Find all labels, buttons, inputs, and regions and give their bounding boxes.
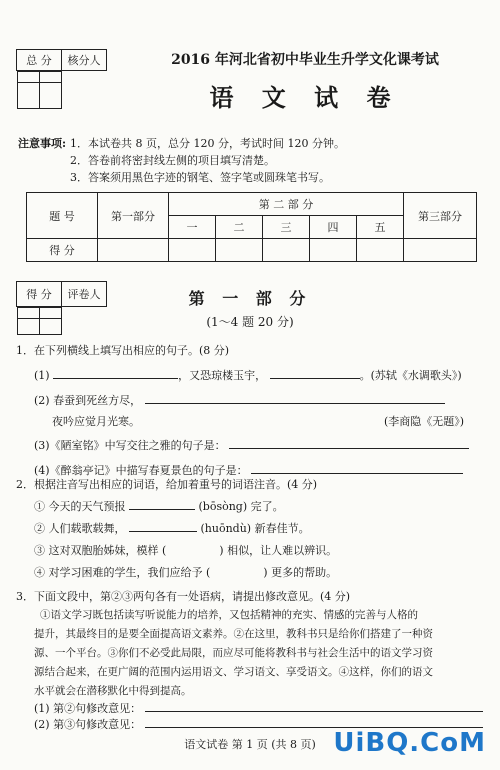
q2-sub1	[34, 498, 284, 514]
q2-sub3	[34, 542, 337, 558]
answer-blank[interactable]	[145, 700, 483, 712]
q3-stem: 3．下面文段中，第②③两句各有一处语病，请提出修改意见。(4 分)	[16, 590, 351, 603]
answer-blank[interactable]	[251, 462, 463, 474]
q1-sub2-text: (2) 春蚕到死丝方尽，	[34, 394, 142, 407]
q1-sub1-mid: ，又恐琼楼玉宇，	[178, 369, 267, 382]
score-cell[interactable]	[263, 239, 310, 262]
part2-header: 第 二 部 分	[169, 193, 404, 216]
q2-sub3-post: ) 相似，让人难以辨识。	[219, 544, 338, 557]
part1-header: 第一部分	[98, 193, 169, 239]
total-score-box	[16, 49, 107, 86]
question-3	[16, 588, 486, 701]
q2-sub4-pre: ④ 对学习困难的学生，我们应给予 (	[34, 566, 211, 579]
part1-title: 第 一 部 分	[188, 289, 312, 308]
q1-sub2-source: (李商隐《无题》)	[384, 415, 465, 428]
part2-col: 五	[357, 216, 404, 239]
checker-label: 核分人	[62, 50, 107, 71]
score-cell[interactable]	[169, 239, 216, 262]
answer-blank[interactable]	[270, 367, 360, 379]
notes-lead: 注意事项:	[18, 137, 67, 150]
q3-sub1	[34, 700, 483, 716]
passage-line: 提升，其最终目的是要全面提高语文素养。②在这里，教科书只是给你们搭建了一种资	[34, 628, 433, 640]
exam-notes	[18, 135, 488, 186]
q1-sub3	[34, 437, 469, 453]
passage-line: 源结合起来，在更广阔的范围内运用语文、学习语文、享受语文。④这样，你们的语文	[34, 666, 433, 678]
checker-cell[interactable]	[39, 72, 61, 109]
topic-label: 题 号	[27, 193, 98, 239]
note-item: 1．本试卷共 8 页，总分 120 分，考试时间 120 分钟。	[70, 137, 345, 150]
q1-sub2	[34, 392, 445, 408]
score-cell[interactable]	[404, 239, 477, 262]
page-footer: 语文试卷 第 1 页 (共 8 页)	[184, 738, 316, 751]
q1-stem: 1．在下列横线上填写出相应的句子。(8 分)	[16, 344, 230, 357]
score-cell[interactable]	[98, 239, 169, 262]
q1-sub1	[34, 367, 462, 383]
watermark-logo: UiBQ.CoM	[333, 728, 486, 758]
score-table	[26, 192, 477, 262]
grader-box	[16, 281, 107, 322]
exam-title: 2016 年河北省初中毕业生升学文化课考试	[171, 52, 439, 68]
grader-label: 评卷人	[62, 282, 107, 307]
subject-title: 语 文 试 卷	[209, 83, 401, 112]
part1-subtitle: (1～4 题 20 分)	[206, 315, 294, 329]
total-score-label: 总 分	[17, 50, 62, 71]
note-item: 2．答卷前将密封线左侧的项目填写清楚。	[70, 154, 275, 167]
part2-col: 三	[263, 216, 310, 239]
passage-line: 源、一个平台。③你们不必受此局限，而应尽可能将教科书与社会生活中的语文学习资	[34, 647, 433, 659]
answer-blank[interactable]	[53, 367, 178, 379]
part3-header: 第三部分	[404, 193, 477, 239]
answer-blank[interactable]	[145, 716, 483, 728]
passage-line: 水平就会在潜移默化中得到提高。	[34, 685, 192, 697]
score-cell[interactable]	[357, 239, 404, 262]
score-cell[interactable]	[310, 239, 357, 262]
part2-col: 一	[169, 216, 216, 239]
passage-line: ①语文学习既包括读写听说能力的培养，又包括精神的充实、情感的完善与人格的	[40, 609, 418, 621]
q1-sub3-text: (3)《陋室铭》中写交往之雅的句子是：	[34, 439, 226, 452]
score-cell[interactable]	[216, 239, 263, 262]
grader-cell[interactable]	[39, 308, 61, 335]
grader-score-label: 得 分	[17, 282, 62, 307]
q3-sub2-text: (2) 第③句修改意见：	[34, 718, 142, 731]
note-item: 3．答案须用黑色字迹的钢笔、签字笔或圆珠笔书写。	[70, 171, 330, 184]
q2-stem: 2．根据注音写出相应的词语，给加着重号的词语注音。(4 分)	[16, 478, 318, 491]
part2-col: 四	[310, 216, 357, 239]
q3-passage	[16, 606, 486, 701]
grader-score-cell[interactable]	[17, 308, 39, 335]
q2-sub4-post: ) 更多的帮助。	[263, 566, 338, 579]
q2-sub2	[34, 520, 310, 536]
q2-sub4	[34, 564, 337, 580]
answer-blank[interactable]	[129, 498, 195, 510]
total-score-cell[interactable]	[17, 72, 39, 109]
q1-sub1-num: (1)	[34, 369, 50, 382]
part2-col: 二	[216, 216, 263, 239]
answer-blank[interactable]	[229, 437, 469, 449]
q1-sub2-cont: 夜吟应觉月光寒。	[52, 415, 140, 428]
answer-blank[interactable]	[145, 392, 445, 404]
q2-sub1-pre: ① 今天的天气预报	[34, 500, 126, 513]
q3-sub1-text: (1) 第②句修改意见：	[34, 702, 142, 715]
q2-sub3-pre: ③ 这对双胞胎姊妹，模样 (	[34, 544, 167, 557]
score-row-label: 得 分	[27, 239, 98, 262]
q2-sub2-pre: ② 人们载歌载舞，	[34, 522, 126, 535]
q1-sub1-source: 。(苏轼《水调歌头》)	[359, 369, 462, 382]
q1-sub4-text: (4)《醉翁亭记》中描写春夏景色的句子是：	[34, 464, 248, 477]
q2-sub2-post: (huōndù) 新春佳节。	[200, 522, 310, 535]
q2-sub1-post: (bōsòng) 完了。	[198, 500, 284, 513]
answer-blank[interactable]	[129, 520, 197, 532]
